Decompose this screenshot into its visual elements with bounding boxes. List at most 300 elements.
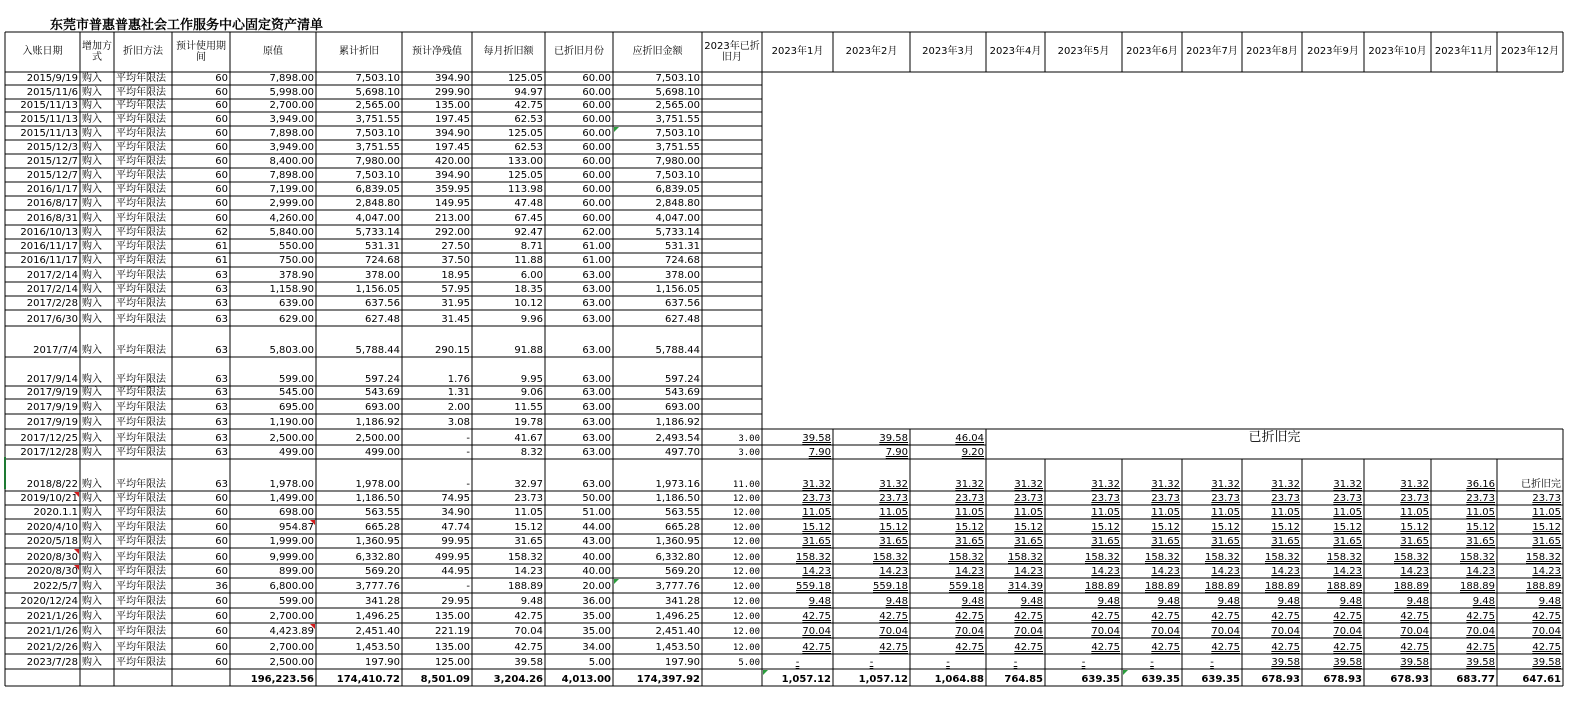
table-cell[interactable]: 2017/2/14	[26, 284, 78, 295]
table-cell[interactable]: 70.04	[1532, 626, 1561, 637]
table-cell[interactable]: 平均年限法	[116, 581, 166, 592]
table-cell[interactable]: 188.89	[1205, 581, 1240, 592]
table-cell[interactable]: 60.00	[582, 128, 611, 139]
table-cell[interactable]: 70.04	[1014, 626, 1043, 637]
table-cell[interactable]: 569.20	[665, 566, 700, 577]
table-cell[interactable]: 563.55	[365, 507, 400, 518]
table-cell[interactable]: 63	[215, 417, 228, 428]
table-cell[interactable]: 60.00	[582, 100, 611, 111]
table-cell[interactable]: 2015/9/19	[26, 73, 78, 84]
column-header[interactable]: 预计使用期间	[176, 40, 226, 63]
table-cell[interactable]: 7.90	[808, 447, 831, 458]
table-cell[interactable]: 购入	[82, 100, 102, 111]
table-cell[interactable]: 平均年限法	[116, 142, 166, 153]
table-cell[interactable]: 23.73	[1400, 493, 1429, 504]
table-cell[interactable]: 597.24	[665, 374, 700, 385]
table-cell[interactable]: 15.12	[955, 522, 984, 533]
table-cell[interactable]: 63	[215, 314, 228, 325]
table-cell[interactable]: 购入	[82, 433, 102, 444]
table-cell[interactable]: 42.75	[1151, 611, 1180, 622]
table-cell[interactable]: 平均年限法	[116, 284, 166, 295]
table-cell[interactable]: 购入	[82, 402, 102, 413]
table-cell[interactable]: 4,423.89	[269, 626, 314, 637]
table-cell[interactable]: 12.00	[732, 508, 760, 518]
table-cell[interactable]: 2017/2/28	[26, 298, 78, 309]
table-cell[interactable]: 7,503.10	[655, 73, 700, 84]
table-cell[interactable]: 639.00	[279, 298, 314, 309]
table-cell[interactable]: 70.04	[1333, 626, 1362, 637]
table-cell[interactable]: 31.65	[1151, 536, 1180, 547]
table-cell[interactable]: 2017/6/30	[26, 314, 78, 325]
table-cell[interactable]: 购入	[82, 522, 102, 533]
table-cell[interactable]: 60	[215, 566, 228, 577]
table-cell[interactable]: 70.04	[1211, 626, 1240, 637]
table-cell[interactable]: 60	[215, 142, 228, 153]
table-cell[interactable]: 60	[215, 611, 228, 622]
table-cell[interactable]: 60.00	[582, 156, 611, 167]
table-cell[interactable]: 9.48	[1538, 596, 1561, 607]
table-cell[interactable]: 购入	[82, 493, 102, 504]
table-cell[interactable]: 14.23	[802, 566, 831, 577]
table-cell[interactable]: 31.45	[441, 314, 470, 325]
table-cell[interactable]: 221.19	[435, 626, 470, 637]
table-cell[interactable]: 63.00	[582, 447, 611, 458]
column-header[interactable]: 2023年2月	[845, 46, 898, 57]
table-cell[interactable]: 559.18	[949, 581, 984, 592]
table-cell[interactable]: 188.89	[1526, 581, 1561, 592]
table-cell[interactable]: 135.00	[435, 642, 470, 653]
table-cell[interactable]: 31.65	[955, 536, 984, 547]
table-cell[interactable]: 2,493.54	[655, 433, 700, 444]
table-cell[interactable]: 60	[215, 100, 228, 111]
total-cell[interactable]: 1,064.88	[934, 674, 984, 685]
table-cell[interactable]: 3,777.76	[655, 581, 700, 592]
table-cell[interactable]: 7,980.00	[655, 156, 700, 167]
table-cell[interactable]: 99.95	[441, 536, 470, 547]
table-cell[interactable]: 545.00	[279, 387, 314, 398]
table-cell[interactable]: 2,999.00	[269, 198, 314, 209]
table-cell[interactable]: 12.00	[732, 597, 760, 607]
table-cell[interactable]: 2,500.00	[355, 433, 400, 444]
table-cell[interactable]: 购入	[82, 170, 102, 181]
table-cell[interactable]: 12.00	[732, 553, 760, 563]
table-cell[interactable]: 5,698.10	[655, 87, 700, 98]
table-cell[interactable]: 135.00	[435, 100, 470, 111]
table-cell[interactable]: 8,400.00	[269, 156, 314, 167]
table-cell[interactable]: 698.00	[279, 507, 314, 518]
column-header[interactable]: 2023年1月	[771, 46, 824, 57]
table-cell[interactable]: 31.65	[879, 536, 908, 547]
table-cell[interactable]: 2,500.00	[269, 657, 314, 668]
table-cell[interactable]: 2,700.00	[269, 100, 314, 111]
table-cell[interactable]: 5,733.14	[655, 227, 700, 238]
table-cell[interactable]: 35.00	[582, 611, 611, 622]
table-cell[interactable]: 1,186.50	[355, 493, 400, 504]
table-cell[interactable]: 60.00	[582, 213, 611, 224]
table-cell[interactable]: 563.55	[665, 507, 700, 518]
table-cell[interactable]: 60	[215, 198, 228, 209]
table-cell[interactable]: 31.65	[1333, 536, 1362, 547]
table-cell[interactable]: 60	[215, 114, 228, 125]
table-cell[interactable]: 已折旧完	[1521, 479, 1561, 490]
total-cell[interactable]: 678.93	[1261, 674, 1300, 685]
table-cell[interactable]: 平均年限法	[116, 170, 166, 181]
table-cell[interactable]: 平均年限法	[116, 227, 166, 238]
table-cell[interactable]: 70.04	[514, 626, 543, 637]
table-cell[interactable]: 60	[215, 73, 228, 84]
table-cell[interactable]: 平均年限法	[116, 642, 166, 653]
table-cell[interactable]: 2,848.80	[655, 198, 700, 209]
table-cell[interactable]: 63.00	[582, 387, 611, 398]
table-cell[interactable]: 197.45	[435, 114, 470, 125]
table-cell[interactable]: -	[1013, 657, 1018, 668]
table-cell[interactable]: 63.00	[582, 270, 611, 281]
total-cell[interactable]	[5, 669, 80, 686]
table-cell[interactable]: 394.90	[435, 170, 470, 181]
table-cell[interactable]: 购入	[82, 566, 102, 577]
table-cell[interactable]: 平均年限法	[116, 417, 166, 428]
table-cell[interactable]: 2017/9/19	[26, 402, 78, 413]
table-cell[interactable]: 32.97	[514, 479, 543, 490]
table-cell[interactable]: 5,788.44	[655, 345, 700, 356]
table-cell[interactable]: 292.00	[435, 227, 470, 238]
table-cell[interactable]: 42.75	[1271, 642, 1300, 653]
table-cell[interactable]: 平均年限法	[116, 479, 166, 490]
table-cell[interactable]: 637.56	[365, 298, 400, 309]
table-cell[interactable]: 2022/5/7	[33, 581, 78, 592]
table-cell[interactable]: 2,451.40	[355, 626, 400, 637]
table-cell[interactable]: 1,978.00	[269, 479, 314, 490]
table-cell[interactable]: 724.68	[365, 255, 400, 266]
table-cell[interactable]: 购入	[82, 479, 102, 490]
table-cell[interactable]: 购入	[82, 227, 102, 238]
table-cell[interactable]: 购入	[82, 626, 102, 637]
table-cell[interactable]: 12.00	[732, 567, 760, 577]
table-cell[interactable]: 36.16	[1466, 479, 1495, 490]
table-cell[interactable]: 2016/8/31	[26, 213, 78, 224]
table-cell[interactable]: 31.65	[1014, 536, 1043, 547]
table-cell[interactable]: 31.65	[1466, 536, 1495, 547]
table-cell[interactable]: 290.15	[435, 345, 470, 356]
table-cell[interactable]: 31.32	[1151, 479, 1180, 490]
table-cell[interactable]: 94.97	[514, 87, 543, 98]
table-cell[interactable]: 14.23	[1271, 566, 1300, 577]
table-cell[interactable]: 2016/11/17	[20, 255, 78, 266]
table-cell[interactable]: 60	[215, 552, 228, 563]
total-cell[interactable]: 639.35	[1081, 674, 1120, 685]
table-cell[interactable]: 购入	[82, 270, 102, 281]
total-cell[interactable]: 1,057.12	[781, 674, 831, 685]
table-cell[interactable]: 12.00	[732, 612, 760, 622]
table-cell[interactable]: 15.12	[879, 522, 908, 533]
table-cell[interactable]: 42.75	[802, 611, 831, 622]
table-cell[interactable]: 60	[215, 507, 228, 518]
table-cell[interactable]: 2019/10/21	[20, 493, 78, 504]
table-cell[interactable]: 2017/12/25	[20, 433, 78, 444]
table-cell[interactable]: 213.00	[435, 213, 470, 224]
table-cell[interactable]: 559.18	[796, 581, 831, 592]
table-cell[interactable]: 平均年限法	[116, 447, 166, 458]
table-cell[interactable]: 11.05	[879, 507, 908, 518]
fully-depreciated-note[interactable]: 已折旧完	[1248, 430, 1301, 445]
table-cell[interactable]: 15.12	[1400, 522, 1429, 533]
table-cell[interactable]: 1,453.50	[355, 642, 400, 653]
table-cell[interactable]: 629.00	[279, 314, 314, 325]
table-cell[interactable]: 3,751.55	[355, 114, 400, 125]
table-cell[interactable]: 62	[215, 227, 228, 238]
table-cell[interactable]: 2015/11/13	[20, 128, 78, 139]
table-cell[interactable]: 63	[215, 374, 228, 385]
table-cell[interactable]: 9.48	[961, 596, 984, 607]
table-cell[interactable]: 42.75	[1532, 642, 1561, 653]
table-cell[interactable]: 665.28	[665, 522, 700, 533]
table-cell[interactable]: 9.48	[885, 596, 908, 607]
table-cell[interactable]: 1,999.00	[269, 536, 314, 547]
column-header[interactable]: 2023年已折旧月	[704, 40, 760, 63]
table-cell[interactable]: 23.73	[1466, 493, 1495, 504]
table-cell[interactable]: 1,499.00	[269, 493, 314, 504]
table-cell[interactable]: 599.00	[279, 596, 314, 607]
total-cell[interactable]	[80, 669, 114, 686]
table-cell[interactable]: 9.48	[1157, 596, 1180, 607]
table-cell[interactable]: 42.75	[1014, 642, 1043, 653]
table-cell[interactable]: 341.28	[665, 596, 700, 607]
table-cell[interactable]: 2020/5/18	[26, 536, 78, 547]
column-header[interactable]: 增加方式	[82, 40, 112, 63]
table-cell[interactable]: 39.58	[1271, 657, 1300, 668]
table-cell[interactable]: 23.73	[955, 493, 984, 504]
table-cell[interactable]: 购入	[82, 213, 102, 224]
table-cell[interactable]: 158.32	[1265, 552, 1300, 563]
table-cell[interactable]: 5,840.00	[269, 227, 314, 238]
total-cell[interactable]: 764.85	[1004, 674, 1043, 685]
table-cell[interactable]: 31.65	[802, 536, 831, 547]
table-cell[interactable]: 359.95	[435, 184, 470, 195]
table-cell[interactable]: -	[946, 657, 950, 668]
table-cell[interactable]: 42.75	[514, 642, 543, 653]
table-cell[interactable]: 7,898.00	[269, 170, 314, 181]
table-cell[interactable]: 627.48	[365, 314, 400, 325]
table-cell[interactable]: 平均年限法	[116, 566, 166, 577]
table-cell[interactable]: 42.75	[879, 611, 908, 622]
column-header[interactable]: 入账日期	[22, 46, 63, 57]
table-cell[interactable]: 42.75	[955, 642, 984, 653]
table-cell[interactable]: 9.48	[1097, 596, 1120, 607]
table-cell[interactable]: 60	[215, 128, 228, 139]
table-cell[interactable]: 559.18	[873, 581, 908, 592]
table-cell[interactable]: 42.75	[1151, 642, 1180, 653]
table-cell[interactable]: 420.00	[435, 156, 470, 167]
table-cell[interactable]: 543.69	[365, 387, 400, 398]
table-cell[interactable]: 27.50	[441, 241, 470, 252]
table-cell[interactable]: 1,186.50	[655, 493, 700, 504]
table-cell[interactable]: 购入	[82, 142, 102, 153]
table-cell[interactable]: 2020/4/10	[26, 522, 78, 533]
table-cell[interactable]: 2015/12/7	[26, 156, 78, 167]
table-cell[interactable]: 42.75	[514, 100, 543, 111]
table-cell[interactable]: 63	[215, 447, 228, 458]
table-cell[interactable]: 42.75	[1532, 611, 1561, 622]
table-cell[interactable]: 1,158.90	[269, 284, 314, 295]
table-cell[interactable]: 14.23	[1091, 566, 1120, 577]
total-cell[interactable]: 8,501.09	[420, 674, 470, 685]
table-cell[interactable]: 2020/8/30	[26, 566, 78, 577]
table-cell[interactable]: 购入	[82, 255, 102, 266]
table-cell[interactable]: 70.04	[802, 626, 831, 637]
table-cell[interactable]: 42.75	[1211, 642, 1240, 653]
table-cell[interactable]: 36.00	[582, 596, 611, 607]
table-cell[interactable]: 14.23	[1400, 566, 1429, 577]
table-cell[interactable]: 51.00	[582, 507, 611, 518]
table-cell[interactable]: 5,803.00	[269, 345, 314, 356]
table-cell[interactable]: 15.12	[802, 522, 831, 533]
table-cell[interactable]: 平均年限法	[116, 298, 166, 309]
table-cell[interactable]: 63	[215, 284, 228, 295]
table-cell[interactable]: 23.73	[802, 493, 831, 504]
table-cell[interactable]: 11.05	[802, 507, 831, 518]
table-cell[interactable]: 1,156.05	[655, 284, 700, 295]
table-cell[interactable]: 购入	[82, 241, 102, 252]
table-cell[interactable]: 15.12	[514, 522, 543, 533]
table-cell[interactable]: 平均年限法	[116, 255, 166, 266]
table-cell[interactable]: 597.24	[365, 374, 400, 385]
table-cell[interactable]: 31.32	[1211, 479, 1240, 490]
table-cell[interactable]: 11.05	[1014, 507, 1043, 518]
table-cell[interactable]: 9.48	[808, 596, 831, 607]
table-cell[interactable]: 378.90	[279, 270, 314, 281]
table-cell[interactable]: 11.05	[1271, 507, 1300, 518]
total-cell[interactable]	[702, 669, 762, 686]
table-cell[interactable]: 188.89	[1460, 581, 1495, 592]
table-cell[interactable]: 2017/9/19	[26, 387, 78, 398]
table-cell[interactable]: 2021/1/26	[26, 611, 78, 622]
table-cell[interactable]: 23.73	[1333, 493, 1362, 504]
table-cell[interactable]: 8.32	[520, 447, 543, 458]
table-cell[interactable]: 70.04	[1151, 626, 1180, 637]
total-cell[interactable]: 678.93	[1323, 674, 1362, 685]
table-cell[interactable]: 3,751.55	[655, 114, 700, 125]
column-header[interactable]: 2023年5月	[1057, 46, 1110, 57]
table-cell[interactable]: 2,700.00	[269, 642, 314, 653]
column-header[interactable]: 2023年6月	[1126, 46, 1178, 57]
table-cell[interactable]: 3,949.00	[269, 142, 314, 153]
table-cell[interactable]: 6,839.05	[655, 184, 700, 195]
table-cell[interactable]: 499.00	[365, 447, 400, 458]
table-cell[interactable]: 2015/11/13	[20, 100, 78, 111]
table-cell[interactable]: 14.23	[1466, 566, 1495, 577]
table-cell[interactable]: 550.00	[279, 241, 314, 252]
table-cell[interactable]: 2021/1/26	[26, 626, 78, 637]
table-cell[interactable]: 394.90	[435, 73, 470, 84]
table-cell[interactable]: 531.31	[365, 241, 400, 252]
table-cell[interactable]: 11.05	[1151, 507, 1180, 518]
table-cell[interactable]: 购入	[82, 417, 102, 428]
table-cell[interactable]: 平均年限法	[116, 522, 166, 533]
table-cell[interactable]: 2017/12/28	[20, 447, 78, 458]
table-cell[interactable]: 378.00	[365, 270, 400, 281]
table-cell[interactable]: 31.32	[802, 479, 831, 490]
table-cell[interactable]: 平均年限法	[116, 87, 166, 98]
table-cell[interactable]: 购入	[82, 314, 102, 325]
table-cell[interactable]: 63.00	[582, 402, 611, 413]
table-cell[interactable]: 158.32	[1327, 552, 1362, 563]
column-header[interactable]: 2023年10月	[1368, 46, 1427, 57]
table-cell[interactable]: 11.05	[1091, 507, 1120, 518]
table-cell[interactable]: 7,503.10	[655, 170, 700, 181]
table-cell[interactable]: 6,332.80	[655, 552, 700, 563]
table-cell[interactable]: 74.95	[441, 493, 470, 504]
table-cell[interactable]: 2,451.40	[655, 626, 700, 637]
table-cell[interactable]: 57.95	[441, 284, 470, 295]
table-cell[interactable]: 60	[215, 642, 228, 653]
table-cell[interactable]: 购入	[82, 198, 102, 209]
table-cell[interactable]: 购入	[82, 657, 102, 668]
table-cell[interactable]: 平均年限法	[116, 198, 166, 209]
table-cell[interactable]: 60	[215, 536, 228, 547]
table-cell[interactable]: 42.75	[1211, 611, 1240, 622]
table-cell[interactable]: 购入	[82, 447, 102, 458]
table-cell[interactable]: 188.89	[1394, 581, 1429, 592]
table-cell[interactable]: 2020.1.1	[33, 507, 78, 518]
table-cell[interactable]: 70.04	[1400, 626, 1429, 637]
table-cell[interactable]: 20.00	[582, 581, 611, 592]
table-cell[interactable]: 购入	[82, 87, 102, 98]
column-header[interactable]: 2023年11月	[1434, 46, 1494, 57]
table-cell[interactable]: 23.73	[1091, 493, 1120, 504]
table-cell[interactable]: 188.89	[1145, 581, 1180, 592]
table-cell[interactable]: 平均年限法	[116, 114, 166, 125]
table-cell[interactable]: 42.75	[1271, 611, 1300, 622]
table-cell[interactable]: 158.32	[1394, 552, 1429, 563]
table-cell[interactable]: 平均年限法	[116, 626, 166, 637]
table-cell[interactable]: -	[1210, 657, 1214, 668]
table-cell[interactable]: 40.00	[582, 566, 611, 577]
table-cell[interactable]: 1,360.95	[355, 536, 400, 547]
table-cell[interactable]: -	[466, 581, 470, 592]
table-cell[interactable]: 899.00	[279, 566, 314, 577]
table-cell[interactable]: 23.73	[1211, 493, 1240, 504]
table-cell[interactable]: 42.75	[1400, 642, 1429, 653]
table-cell[interactable]: 5.00	[588, 657, 611, 668]
table-cell[interactable]: 531.31	[665, 241, 700, 252]
table-cell[interactable]: 9.06	[520, 387, 543, 398]
total-cell[interactable]: 3,204.26	[493, 674, 543, 685]
table-cell[interactable]: 购入	[82, 611, 102, 622]
table-cell[interactable]: 4,047.00	[355, 213, 400, 224]
table-cell[interactable]: 62.53	[514, 142, 543, 153]
table-cell[interactable]: 60	[215, 522, 228, 533]
table-cell[interactable]: 42.75	[1333, 642, 1362, 653]
table-cell[interactable]: 197.90	[665, 657, 700, 668]
table-cell[interactable]: 8.71	[520, 241, 543, 252]
table-cell[interactable]: 497.70	[665, 447, 700, 458]
table-cell[interactable]: 60.00	[582, 73, 611, 84]
table-cell[interactable]: 46.04	[955, 433, 984, 444]
table-cell[interactable]: 31.65	[514, 536, 543, 547]
table-cell[interactable]: 3.00	[738, 448, 760, 458]
table-cell[interactable]: 149.95	[435, 198, 470, 209]
total-cell[interactable]: 639.35	[1141, 674, 1180, 685]
table-cell[interactable]: 158.32	[1526, 552, 1561, 563]
table-cell[interactable]: 113.98	[508, 184, 543, 195]
table-cell[interactable]: 158.32	[1085, 552, 1120, 563]
table-cell[interactable]: 9.48	[520, 596, 543, 607]
table-cell[interactable]: 31.65	[1211, 536, 1240, 547]
table-cell[interactable]: 2016/10/13	[20, 227, 78, 238]
table-cell[interactable]: 7,503.10	[355, 170, 400, 181]
table-cell[interactable]: 499.95	[435, 552, 470, 563]
table-cell[interactable]: 2017/9/19	[26, 417, 78, 428]
